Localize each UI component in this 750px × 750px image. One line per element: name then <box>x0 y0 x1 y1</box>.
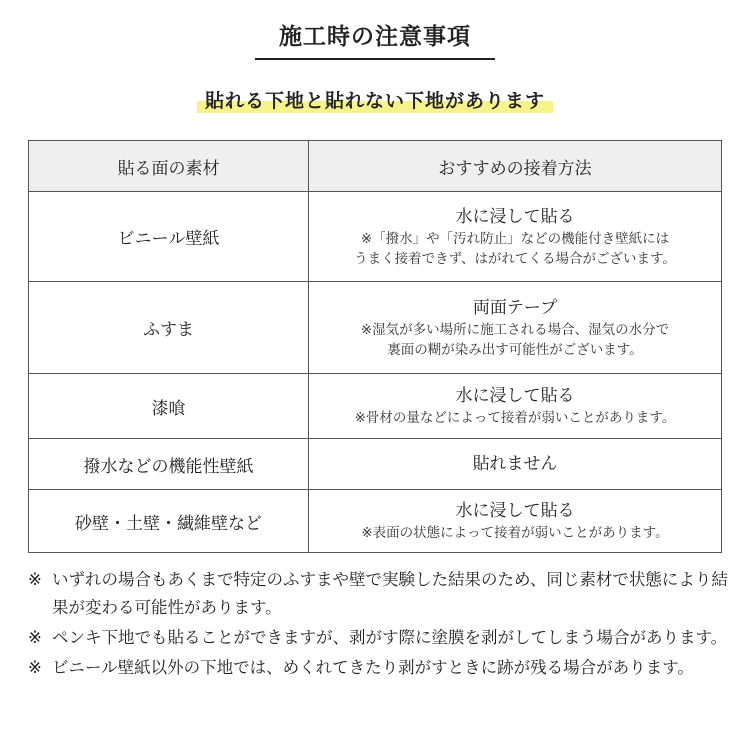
material-cell: 砂壁・土壁・繊維壁など <box>29 490 309 553</box>
note-marker: ※ <box>28 628 42 647</box>
header-method: おすすめの接着方法 <box>309 141 722 192</box>
table-header-row <box>29 141 722 192</box>
note-item <box>28 566 728 622</box>
table-row <box>29 282 722 374</box>
table-row <box>29 490 722 553</box>
note-text: ペンキ下地でも貼ることができますが、剥がす際に塗膜を剥がしてしまう場合があります。 <box>52 628 728 647</box>
method-text: 貼れません <box>472 454 558 474</box>
material-cell: ビニール壁紙 <box>29 192 309 282</box>
method-text: 水に浸して貼る <box>455 501 575 521</box>
method-note: 裏面の糊が染み出す可能性がございます。 <box>387 341 643 358</box>
page-title: 施工時の注意事項 <box>279 24 471 50</box>
note-text: ビニール壁紙以外の下地では、めくれてきたり剥がすときに跡が残る場合があります。 <box>52 658 694 677</box>
table-row <box>29 374 722 439</box>
method-note: ※湿気が多い場所に施工される場合、湿気の水分で <box>360 321 670 338</box>
material-cell: ふすま <box>29 282 309 374</box>
note-text: いずれの場合もあくまで特定のふすまや壁で実験した結果のため、同じ素材で状態により結果が変わる可能性があります。 <box>52 570 728 617</box>
note-marker: ※ <box>28 570 42 589</box>
note-marker: ※ <box>28 658 42 677</box>
title-underline <box>255 58 495 60</box>
note-item <box>28 654 728 682</box>
material-table <box>28 140 722 553</box>
method-text: 両面テープ <box>472 297 558 318</box>
subtitle-highlight: 貼れる下地と貼れない下地があります <box>197 86 553 113</box>
material-cell: 撥水などの機能性壁紙 <box>29 439 309 490</box>
material-cell: 漆喰 <box>29 374 309 439</box>
method-note: ※骨材の量などによって接着が弱いことがあります。 <box>354 410 676 426</box>
method-text: 水に浸して貼る <box>455 386 575 406</box>
method-note: うまく接着できず、はがれてくる場合がございます。 <box>354 250 676 267</box>
method-note: ※表面の状態によって接着が弱いことがあります。 <box>361 525 669 541</box>
method-text: 水に浸して貼る <box>455 206 575 227</box>
header-material: 貼る面の素材 <box>29 141 309 192</box>
method-note: ※「撥水」や「汚れ防止」などの機能付き壁紙には <box>360 230 670 247</box>
notes-list <box>28 566 728 684</box>
table-row <box>29 192 722 282</box>
table-row <box>29 439 722 490</box>
note-item <box>28 624 728 652</box>
